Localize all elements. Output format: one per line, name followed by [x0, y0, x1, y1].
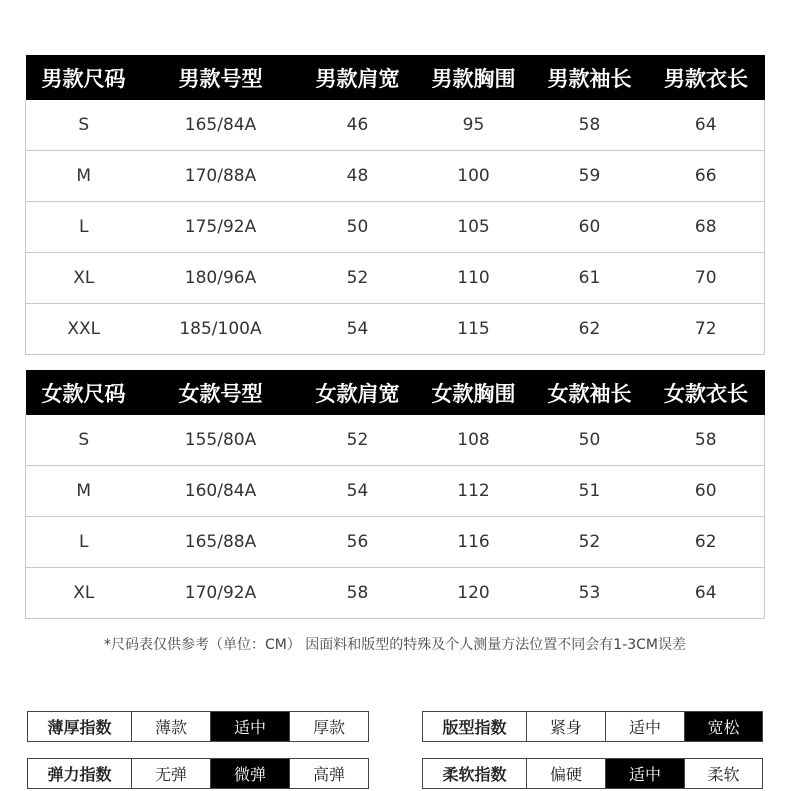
header-cell: 男款肩宽	[300, 55, 416, 100]
table-cell: 116	[416, 517, 532, 568]
thickness-option: 薄款	[132, 712, 211, 742]
table-cell: XL	[26, 568, 142, 619]
elasticity-option: 高弹	[290, 759, 369, 789]
fit-index-label: 版型指数	[423, 712, 527, 742]
elasticity-index-label: 弹力指数	[28, 759, 132, 789]
table-cell: 105	[416, 202, 532, 253]
table-cell: 62	[648, 517, 765, 568]
table-cell: 165/84A	[142, 100, 300, 151]
men-size-table	[25, 55, 765, 355]
table-cell: 100	[416, 151, 532, 202]
table-cell: XL	[26, 253, 142, 304]
table-cell: 170/88A	[142, 151, 300, 202]
table-row	[26, 253, 765, 304]
table-row	[26, 415, 765, 466]
table-cell: 66	[648, 151, 765, 202]
table-cell: 112	[416, 466, 532, 517]
table-cell: 68	[648, 202, 765, 253]
table-cell: 72	[648, 304, 765, 355]
table-cell: 64	[648, 568, 765, 619]
table-cell: M	[26, 466, 142, 517]
elasticity-option: 微弹	[211, 759, 290, 789]
table-cell: 108	[416, 415, 532, 466]
table-cell: L	[26, 202, 142, 253]
table-cell: XXL	[26, 304, 142, 355]
table-cell: 48	[300, 151, 416, 202]
table-cell: 53	[532, 568, 648, 619]
header-cell: 女款肩宽	[300, 370, 416, 415]
table-cell: 52	[532, 517, 648, 568]
table-cell: 54	[300, 304, 416, 355]
women-size-table	[25, 370, 765, 619]
table-cell: 70	[648, 253, 765, 304]
table-cell: 175/92A	[142, 202, 300, 253]
table-row	[26, 151, 765, 202]
softness-index	[422, 758, 763, 789]
fit-index	[422, 711, 763, 742]
table-cell: 58	[648, 415, 765, 466]
table-cell: 95	[416, 100, 532, 151]
table-cell: 61	[532, 253, 648, 304]
table-cell: M	[26, 151, 142, 202]
header-cell: 女款胸围	[416, 370, 532, 415]
size-disclaimer-note: *尺码表仅供参考（单位：CM） 因面料和版型的特殊及个人测量方法位置不同会有1-3CM误差	[103, 637, 687, 653]
table-cell: 120	[416, 568, 532, 619]
fit-option: 紧身	[527, 712, 606, 742]
table-cell: 60	[648, 466, 765, 517]
header-cell: 男款胸围	[416, 55, 532, 100]
softness-option: 适中	[606, 759, 685, 789]
table-cell: S	[26, 100, 142, 151]
table-cell: 58	[300, 568, 416, 619]
elasticity-option: 无弹	[132, 759, 211, 789]
softness-index-label: 柔软指数	[423, 759, 527, 789]
fit-option: 宽松	[685, 712, 763, 742]
table-cell: 52	[300, 415, 416, 466]
table-cell: 180/96A	[142, 253, 300, 304]
table-row	[26, 517, 765, 568]
table-cell: S	[26, 415, 142, 466]
table-row	[26, 100, 765, 151]
table-cell: 155/80A	[142, 415, 300, 466]
table-cell: 56	[300, 517, 416, 568]
thickness-option: 适中	[211, 712, 290, 742]
women-header-row	[26, 370, 765, 415]
table-cell: 58	[532, 100, 648, 151]
header-cell: 女款尺码	[26, 370, 142, 415]
table-cell: 64	[648, 100, 765, 151]
table-cell: 110	[416, 253, 532, 304]
table-row	[26, 466, 765, 517]
table-cell: 185/100A	[142, 304, 300, 355]
table-cell: 62	[532, 304, 648, 355]
table-row	[26, 202, 765, 253]
header-cell: 女款号型	[142, 370, 300, 415]
table-cell: 170/92A	[142, 568, 300, 619]
table-cell: 165/88A	[142, 517, 300, 568]
softness-option: 柔软	[685, 759, 763, 789]
table-cell: 60	[532, 202, 648, 253]
table-cell: 50	[300, 202, 416, 253]
header-cell: 男款袖长	[532, 55, 648, 100]
header-cell: 女款衣长	[648, 370, 765, 415]
table-cell: 51	[532, 466, 648, 517]
fit-option: 适中	[606, 712, 685, 742]
table-cell: 54	[300, 466, 416, 517]
header-cell: 男款尺码	[26, 55, 142, 100]
table-cell: L	[26, 517, 142, 568]
table-cell: 52	[300, 253, 416, 304]
table-cell: 50	[532, 415, 648, 466]
thickness-index-label: 薄厚指数	[28, 712, 132, 742]
softness-option: 偏硬	[527, 759, 606, 789]
table-row	[26, 568, 765, 619]
thickness-option: 厚款	[290, 712, 369, 742]
header-cell: 男款号型	[142, 55, 300, 100]
table-cell: 160/84A	[142, 466, 300, 517]
table-cell: 115	[416, 304, 532, 355]
elasticity-index	[27, 758, 369, 789]
table-row	[26, 304, 765, 355]
header-cell: 男款衣长	[648, 55, 765, 100]
table-cell: 46	[300, 100, 416, 151]
header-cell: 女款袖长	[532, 370, 648, 415]
table-cell: 59	[532, 151, 648, 202]
thickness-index	[27, 711, 369, 742]
men-header-row	[26, 55, 765, 100]
